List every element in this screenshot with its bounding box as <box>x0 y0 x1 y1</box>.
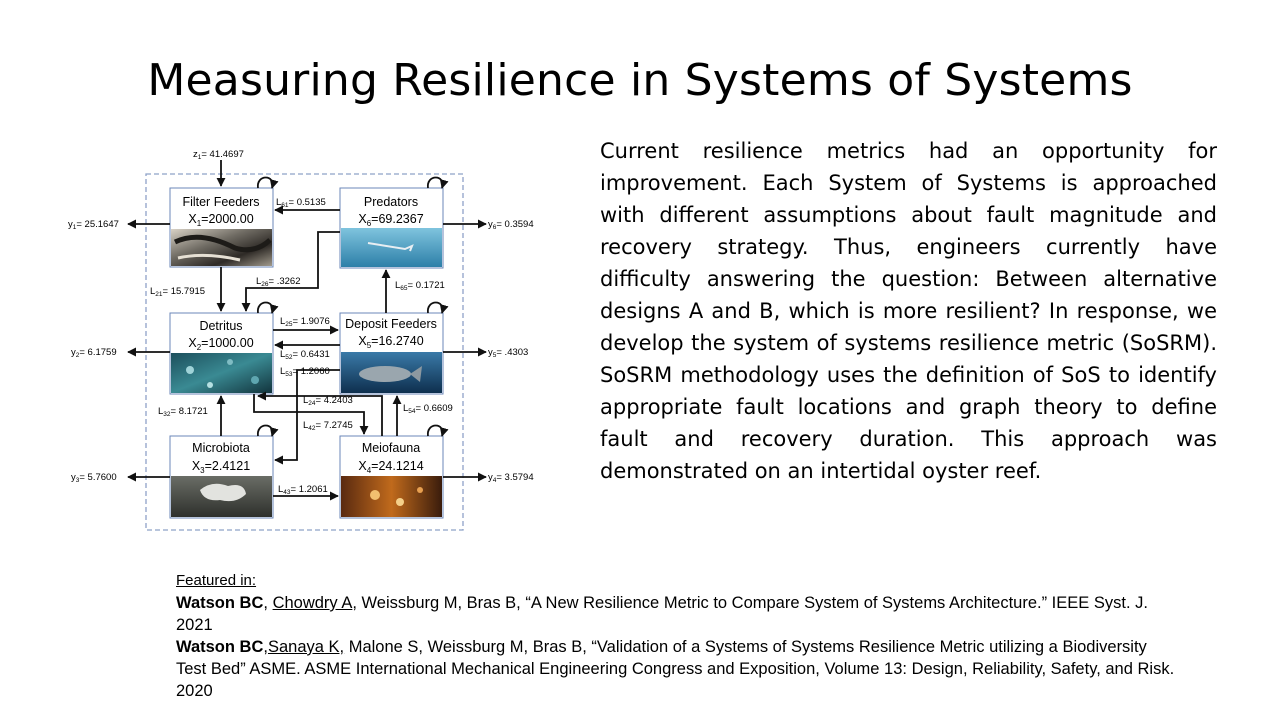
reference-1: Watson BC, Chowdry A, Weissburg M, Bras B, “A New Resilience Metric to Compare System of Systems Architecture.” IEEE Syst. J. 2021 <box>176 594 1148 634</box>
ref1-author: Watson BC <box>176 594 264 612</box>
node-name: Filter Feeders <box>182 195 260 209</box>
label-L25: $L_{25}= 1.9076$ <box>280 316 330 328</box>
label-y1: $y_1= 25.1647$ <box>68 219 119 231</box>
label-L24: $L_{24}= 4.2403$ <box>303 395 353 407</box>
label-y3: $y_3= 5.7600$ <box>71 472 117 484</box>
node-predators <box>340 188 443 268</box>
node-name: Predators <box>363 195 419 209</box>
food-web-diagram <box>0 130 560 550</box>
label-y4: $y_4= 3.5794$ <box>488 472 534 484</box>
label-L53: $L_{53}= 1.2060$ <box>280 366 330 378</box>
label-L26: $L_{26}= .3262$ <box>256 276 301 288</box>
node-value: $X_1=2000.00$ <box>188 212 254 228</box>
ref2-student: Sanaya K, <box>267 638 345 656</box>
label-L42: $L_{42}= 7.2745$ <box>303 420 353 432</box>
node-filter-feeders <box>170 188 273 267</box>
label-L43: $L_{43}= 1.2061$ <box>278 484 328 496</box>
label-y2: $y_2= 6.1759$ <box>71 347 117 359</box>
label-L65: $L_{65}= 0.1721$ <box>395 280 445 292</box>
node-name: Deposit Feeders <box>345 317 437 331</box>
node-name: Meiofauna <box>361 441 421 455</box>
node-meiofauna <box>340 436 443 518</box>
label-L52: $L_{52}= 0.6431$ <box>280 349 330 361</box>
edge-labels <box>68 149 534 496</box>
ref1-student: Chowdry A <box>272 594 353 612</box>
label-L54: $L_{54}= 0.6609$ <box>403 403 453 415</box>
node-value: $X_3=2.4121$ <box>191 459 251 475</box>
label-L32: $L_{32}= 8.1721$ <box>158 406 208 418</box>
label-L61: $L_{61}= 0.5135$ <box>276 197 326 209</box>
label-z1: $z_1= 41.4697$ <box>193 149 244 161</box>
label-y5: $y_5= .4303$ <box>488 347 529 359</box>
ref2-author: Watson BC <box>176 638 264 656</box>
node-name: Detritus <box>199 319 243 333</box>
meiofauna-photo <box>341 476 442 517</box>
node-name: Microbiota <box>192 441 250 455</box>
node-value: $X_5=16.2740$ <box>358 334 424 350</box>
node-value: $X_4=24.1214$ <box>358 459 424 475</box>
node-microbiota <box>170 436 273 518</box>
references <box>176 570 1176 702</box>
detritus-photo <box>171 353 272 393</box>
node-value: $X_2=1000.00$ <box>188 336 254 352</box>
label-L21: $L_{21}= 15.7915$ <box>150 286 206 298</box>
summary-paragraph: Current resilience metrics had an opportunity for improvement. Each System of Systems is approached with different assumptions about fault magnitude and recovery strategy. Thus, engineers currently have difficulty answering the question: Between alternative designs A and B, which is more resilient? In response, we develop the system of systems resilience metric (SoSRM). SoSRM methodology uses the definition of SoS to identify appropriate fault locations and graph theory to define fault and recovery duration. This approach was demonstrated on an intertidal oyster reef. <box>600 139 1217 483</box>
node-detritus <box>170 313 273 394</box>
label-y6: $y_6= 0.3594$ <box>488 219 534 231</box>
featured-in-label: Featured in: <box>176 572 257 589</box>
reference-2: Watson BC,Sanaya K, Malone S, Weissburg M, Bras B, “Validation of a Systems of Systems Resilience Metric utilizing a Biodiversity Test Bed” ASME. ASME International Mechanical Engineering Congress and Exposition, Volume 13: Design, Reliability, Safety, and Risk. 2020 <box>176 638 1175 700</box>
node-value: $X_6=69.2367$ <box>358 212 424 228</box>
slide-title: Measuring Resilience in Systems of Systems <box>147 55 1133 106</box>
node-deposit-feeders <box>340 313 443 394</box>
